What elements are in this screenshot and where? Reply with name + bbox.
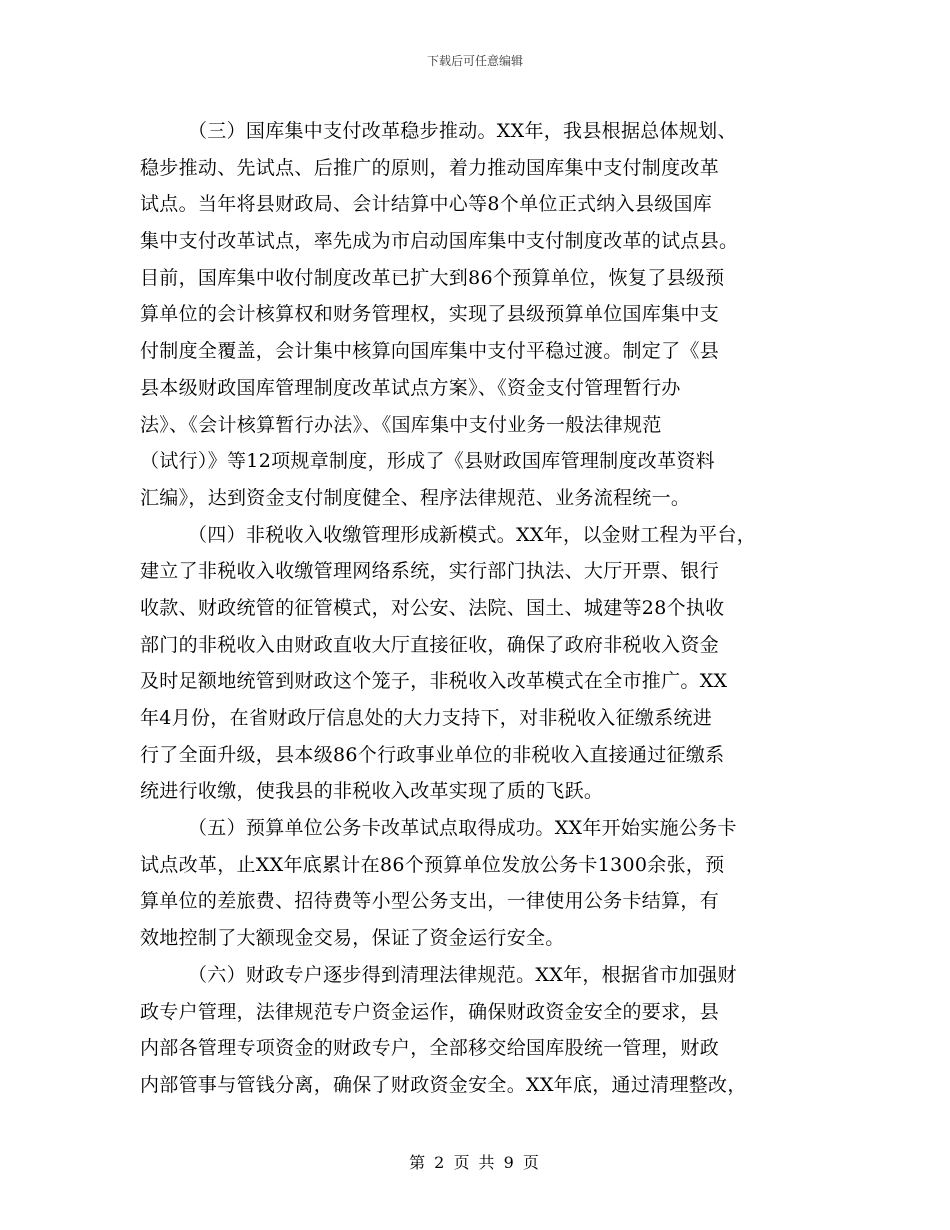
text-line: 内部管事与管钱分离，确保了财政资金安全。XX年底，通过清理整改， — [140, 1073, 747, 1096]
text-line: 收款、财政统管的征管模式，对公安、法院、国土、城建等28个执收 — [140, 596, 725, 619]
text-line: 算单位的差旅费、招待费等小型公务支出，一律使用公务卡结算，有 — [140, 890, 720, 913]
text-line: 及时足额地统管到财政这个笼子，非税收入改革模式在全市推广。XX — [140, 670, 728, 693]
text-line: 县本级财政国库管理制度改革试点方案》、《资金支付管理暂行办 — [140, 376, 681, 399]
document-body — [140, 113, 812, 1104]
text-line: 集中支付改革试点，率先成为市启动国库集中支付制度改革的试点县。 — [140, 230, 739, 253]
text-line: 政专户管理，法律规范专户资金运作，确保财政资金安全的要求，县 — [140, 1000, 720, 1023]
text-line: 统进行收缴，使我县的非税收入改革实现了质的飞跃。 — [140, 780, 604, 803]
text-line: 付制度全覆盖，会计集中核算向国库集中支付平稳过渡。制定了《县 — [140, 340, 720, 363]
text-line: （试行）》等12项规章制度，形成了《县财政国库管理制度改革资料 — [140, 450, 715, 473]
text-line: 法》、《会计核算暂行办法》、《国库集中支付业务一般法律规范 — [140, 413, 662, 436]
page-header: 下载后可任意编辑 — [426, 54, 523, 68]
page-footer: 第 2 页 共 9 页 — [409, 1153, 541, 1172]
text-line: 效地控制了大额现金交易，保证了资金运行安全。 — [140, 927, 565, 950]
text-line: 目前，国库集中收付制度改革已扩大到86个预算单位，恢复了县级预 — [140, 266, 725, 289]
text-line: 年4月份，在省财政厅信息处的大力支持下，对非税收入征缴系统进 — [140, 707, 713, 729]
text-line: 部门的非税收入由财政直收大厅直接征收，确保了政府非税收入资金 — [140, 633, 720, 656]
text-line: （四）非税收入收缴管理形成新模式。XX年，以金财工程为平台， — [188, 523, 757, 546]
text-line: 行了全面升级，县本级86个行政事业单位的非税收入直接通过征缴系 — [140, 743, 725, 766]
text-line: （三）国库集中支付改革稳步推动。XX年，我县根据总体规划、 — [188, 120, 737, 142]
text-line: 试点改革，止XX年底累计在86个预算单位发放公务卡1300余张，预 — [140, 853, 725, 876]
text-line: （五）预算单位公务卡改革试点取得成功。XX年开始实施公务卡 — [188, 817, 737, 840]
text-line: （六）财政专户逐步得到清理法律规范。XX年，根据省市加强财 — [188, 963, 737, 986]
text-line: 内部各管理专项资金的财政专户，全部移交给国库股统一管理，财政 — [140, 1037, 720, 1060]
text-line: 稳步推动、先试点、后推广的原则，着力推动国库集中支付制度改革 — [140, 156, 720, 179]
text-line: 算单位的会计核算权和财务管理权，实现了县级预算单位国库集中支 — [140, 303, 720, 326]
text-line: 建立了非税收入收缴管理网络系统，实行部门执法、大厅开票、银行 — [140, 560, 720, 583]
text-line: 汇编》，达到资金支付制度健全、程序法律规范、业务流程统一。 — [140, 486, 691, 509]
text-line: 试点。当年将县财政局、会计结算中心等8个单位正式纳入县级国库 — [140, 193, 713, 216]
